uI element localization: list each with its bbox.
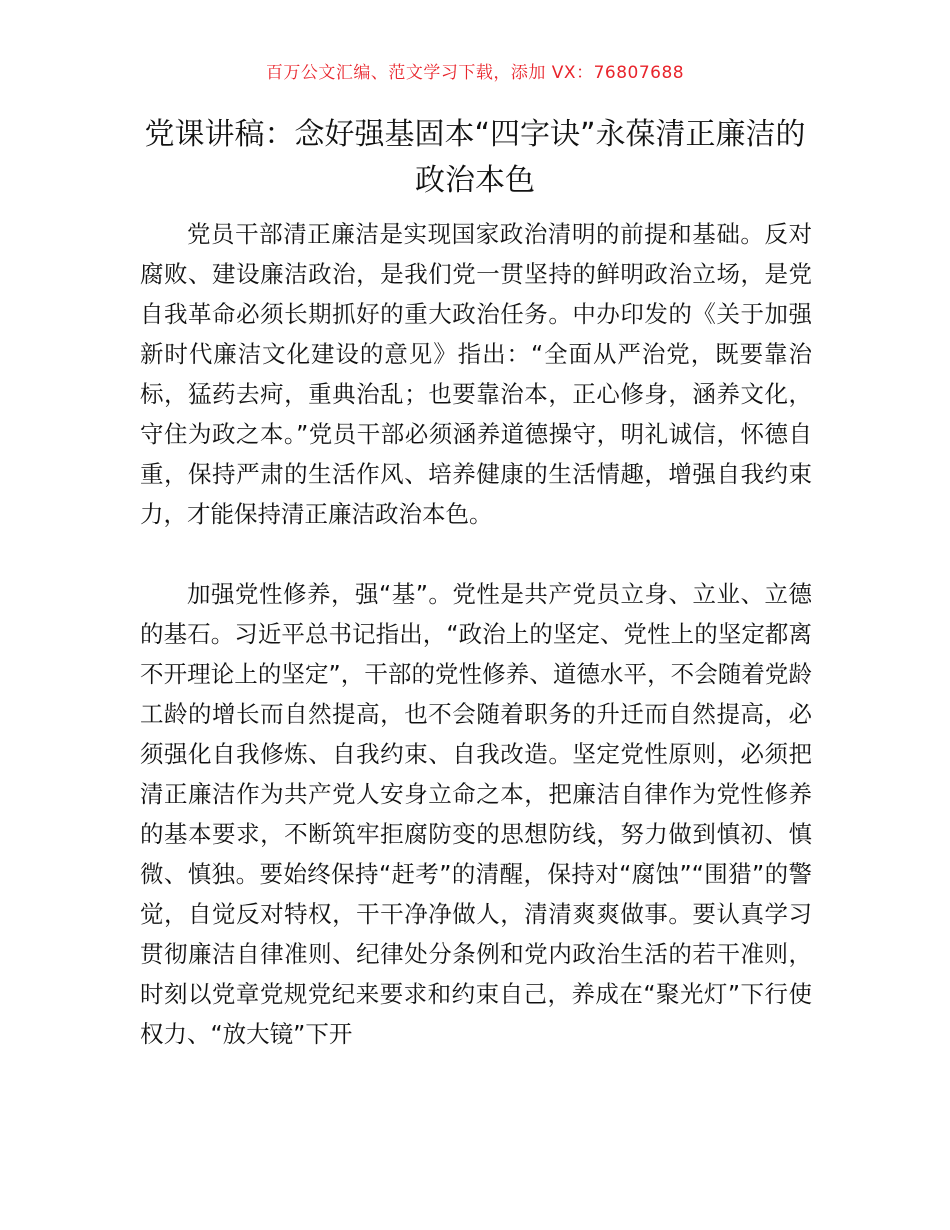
header-banner: 百万公文汇编、范文学习下载，添加 VX：76807688 (265, 63, 685, 83)
document-title: 党课讲稿：念好强基固本“四字诀”永葆清正廉洁的政治本色 (144, 117, 806, 198)
paragraph-2: 加强党性修养，强“基”。党性是共产党员立身、立业、立德的基石。习近平总书记指出，“政治上的坚定、党性上的坚定都离不开理论上的坚定”，干部的党性修养、道德水平，不会随着党龄工龄的增长而自然提高，也不会随着职务的升迁而自然提高，必须强化自我修炼、自我约束、自我改造。坚定党性原则，必须把清正廉洁作为共产党人安身立命之本，把廉洁自律作为党性修养的基本要求，不断筑牢拒腐防变的思想防线，努力做到慎初、慎微、慎独。要始终保持“赶考”的清醒，保持对“腐蚀”“围猎”的警觉，自觉反对特权，干干净净做人，清清爽爽做事。要认真学习贯彻廉洁自律准则、纪律处分条例和党内政治生活的若干准则，时刻以党章党规党纪来要求和约束自己，养成在“聚光灯”下行使权力、“放大镜”下开 (140, 580, 812, 1048)
paragraph-1: 党员干部清正廉洁是实现国家政治清明的前提和基础。反对腐败、建设廉洁政治，是我们党一贯坚持的鲜明政治立场，是党自我革命必须长期抓好的重大政治任务。中办印发的《关于加强新时代廉洁文化建设的意见》指出：“全面从严治党，既要靠治标，猛药去疴，重典治乱；也要靠治本，正心修身，涵养文化，守住为政之本。”党员干部必须涵养道德操守，明礼诚信，怀德自重，保持严肃的生活作风、培养健康的生活情趣，增强自我约束力，才能保持清正廉洁政治本色。 (140, 220, 812, 528)
